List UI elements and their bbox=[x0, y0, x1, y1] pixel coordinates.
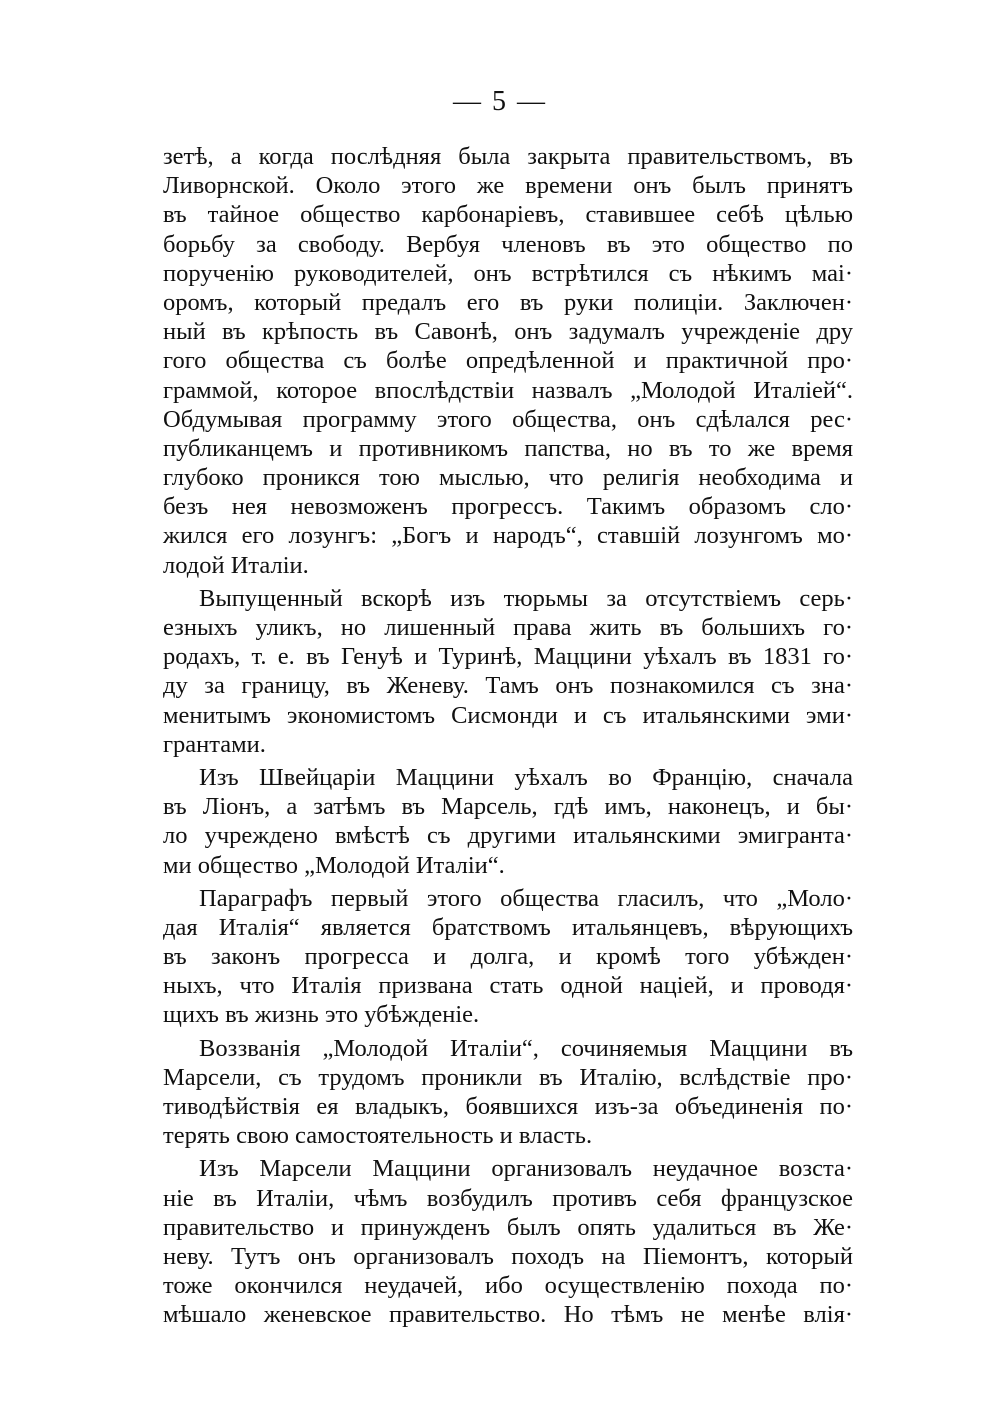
text-line: Ливорнской. Около этого же времени онъ былъ принятъ bbox=[163, 172, 853, 200]
text-line: грантами. bbox=[163, 730, 266, 758]
paragraph bbox=[163, 763, 853, 880]
text-line: Обдумывая программу этого общества, онъ сдѣлался рес· bbox=[163, 405, 853, 433]
text-line: оромъ, который предалъ его въ руки полиціи. Заключен· bbox=[163, 288, 853, 316]
paragraph bbox=[163, 584, 853, 759]
text-line: Изъ Марсели Маццини организовалъ неудачное возста· bbox=[199, 1155, 853, 1183]
paragraph bbox=[163, 884, 853, 1030]
text-line: тиводѣйствія ея владыкъ, боявшихся изъ-за объединенія по· bbox=[163, 1093, 853, 1120]
text-line: въ тайное общество карбонаріевъ, ставившее себѣ цѣлью bbox=[163, 201, 853, 229]
text-line: борьбу за свободу. Вербуя членовъ въ это общество по bbox=[163, 230, 853, 258]
text-line: порученію руководителей, онъ встрѣтился съ нѣкимъ маі· bbox=[163, 259, 853, 287]
paragraph bbox=[163, 142, 853, 580]
text-line: неву. Тутъ онъ организовалъ походъ на Піемонтъ, который bbox=[163, 1242, 853, 1270]
paragraph bbox=[163, 1034, 853, 1151]
text-line: въ законъ прогресса и долга, и кромѣ того убѣжден· bbox=[163, 943, 853, 971]
text-line: ніе въ Италіи, чѣмъ возбудилъ противъ себя французское bbox=[163, 1184, 853, 1212]
text-line: зетѣ, а когда послѣдняя была закрыта правительствомъ, въ bbox=[163, 143, 853, 170]
text-line: родахъ, т. е. въ Генуѣ и Туринѣ, Маццини уѣхалъ въ 1831 го· bbox=[163, 643, 853, 671]
text-line: тоже окончился неудачей, ибо осуществленію похода по· bbox=[163, 1272, 853, 1300]
text-line: лодой Италіи. bbox=[163, 551, 309, 579]
text-line: ный въ крѣпость въ Савонѣ, онъ задумалъ учрежденіе дру bbox=[163, 318, 853, 346]
text-line: менитымъ экономистомъ Сисмонди и съ итальянскими эми· bbox=[163, 701, 853, 729]
text-line: гого общества съ болѣе опредѣленной и практичной про· bbox=[163, 347, 853, 375]
paragraph bbox=[163, 1154, 853, 1329]
text-line: езныхъ уликъ, но лишенный права жить въ большихъ го· bbox=[163, 614, 853, 641]
text-line: мѣшало женевское правительство. Но тѣмъ не менѣе влія· bbox=[163, 1301, 853, 1329]
page-number: — 5 — bbox=[453, 86, 547, 117]
text-line: глубоко проникся тою мыслью, что религія необходима и bbox=[163, 464, 853, 492]
text-line: ми общество „Молодой Италіи“. bbox=[163, 851, 505, 879]
text-line: дая Италія“ является братствомъ итальянцевъ, вѣрующихъ bbox=[163, 913, 853, 941]
text-line: граммой, которое впослѣдствіи назвалъ „Молодой Италіей“. bbox=[163, 376, 853, 404]
text-line: Воззванія „Молодой Италіи“, сочиняемыя Маццини въ bbox=[199, 1034, 853, 1062]
text-line: Выпущенный вскорѣ изъ тюрьмы за отсутствіемъ серь· bbox=[199, 584, 853, 612]
text-line: правительство и принужденъ былъ опять удалиться въ Же· bbox=[163, 1213, 853, 1241]
text-line: безъ нея невозможенъ прогрессъ. Такимъ образомъ сло· bbox=[163, 493, 853, 521]
text-line: Изъ Швейцаріи Маццини уѣхалъ во Францію, сначала bbox=[199, 763, 853, 791]
text-line: жился его лозунгъ: „Богъ и народъ“, ставшій лозунгомъ мо· bbox=[163, 522, 853, 550]
text-line: терять свою самостоятельность и власть. bbox=[163, 1122, 593, 1150]
text-column bbox=[163, 142, 853, 1330]
text-line: щихъ въ жизнь это убѣжденіе. bbox=[163, 1001, 480, 1029]
text-line: публиканцемъ и противникомъ папства, но въ то же время bbox=[163, 434, 853, 462]
text-line: Параграфъ первый этого общества гласилъ, что „Моло· bbox=[199, 884, 853, 912]
text-line: ду за границу, въ Женеву. Тамъ онъ познакомился съ зна· bbox=[163, 672, 853, 700]
text-line: въ Ліонъ, а затѣмъ въ Марсель, гдѣ имъ, наконецъ, и бы· bbox=[163, 793, 853, 821]
text-line: Марсели, съ трудомъ проникли въ Италію, вслѣдствіе про· bbox=[163, 1063, 853, 1091]
text-line: ныхъ, что Италія призвана стать одной націей, и проводя· bbox=[163, 972, 853, 1000]
text-line: ло учреждено вмѣстѣ съ другими итальянскими эмигранта· bbox=[163, 822, 853, 850]
